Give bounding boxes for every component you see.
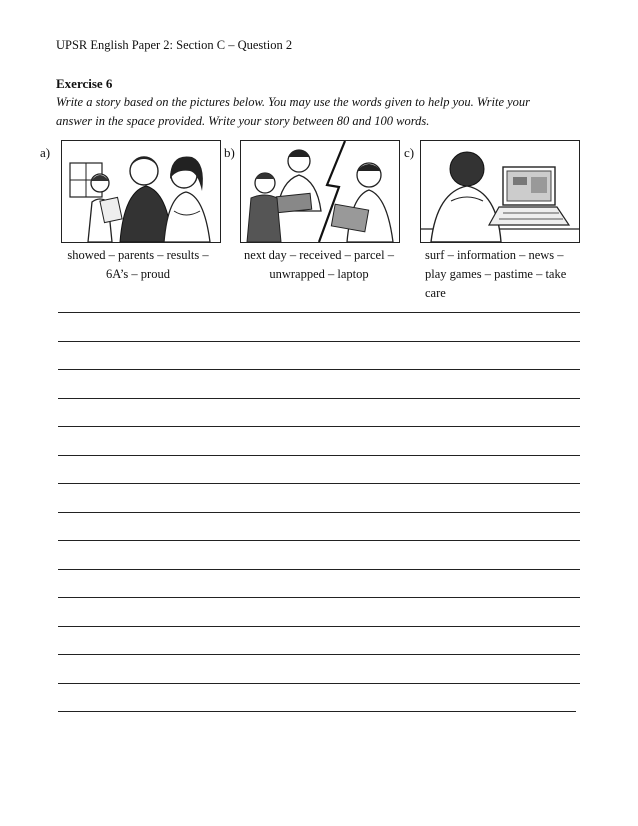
answer-line[interactable] — [58, 654, 580, 655]
answer-line[interactable] — [58, 455, 580, 456]
picture-b-label: b) — [224, 145, 235, 160]
answer-line[interactable] — [58, 683, 580, 684]
answer-line[interactable] — [58, 483, 580, 484]
picture-c-word-hints: surf – information – news – play games – pastime – take care — [425, 248, 567, 300]
picture-c — [420, 140, 580, 243]
picture-c-illustration — [421, 141, 579, 242]
picture-b-word-hints: next day – received – parcel – unwrapped – laptop — [244, 248, 394, 281]
picture-b-illustration — [241, 141, 399, 242]
answer-line[interactable] — [58, 711, 576, 712]
picture-c-label: c) — [404, 145, 415, 160]
answer-line[interactable] — [58, 426, 580, 427]
picture-a-label: a) — [40, 145, 51, 160]
exercise-instructions: Write a story based on the pictures below. You may use the words given to help you. Write your answer in the space provided. Write your story between 80 and 100 words. — [56, 95, 531, 128]
picture-b — [240, 140, 400, 243]
answer-line[interactable] — [58, 341, 580, 342]
answer-line[interactable] — [58, 626, 580, 627]
answer-line[interactable] — [58, 512, 580, 513]
picture-a-illustration — [62, 141, 220, 242]
answer-line[interactable] — [58, 569, 580, 570]
answer-line[interactable] — [58, 398, 580, 399]
answer-line[interactable] — [58, 312, 580, 313]
picture-a-word-hints: showed – parents – results – 6A’s – proud — [67, 248, 209, 281]
answer-line[interactable] — [58, 369, 580, 370]
answer-line[interactable] — [58, 540, 580, 541]
page-header: UPSR English Paper 2: Section C – Question 2 — [56, 38, 293, 52]
answer-line[interactable] — [58, 597, 580, 598]
picture-a — [61, 140, 221, 243]
exercise-title: Exercise 6 — [56, 76, 113, 91]
